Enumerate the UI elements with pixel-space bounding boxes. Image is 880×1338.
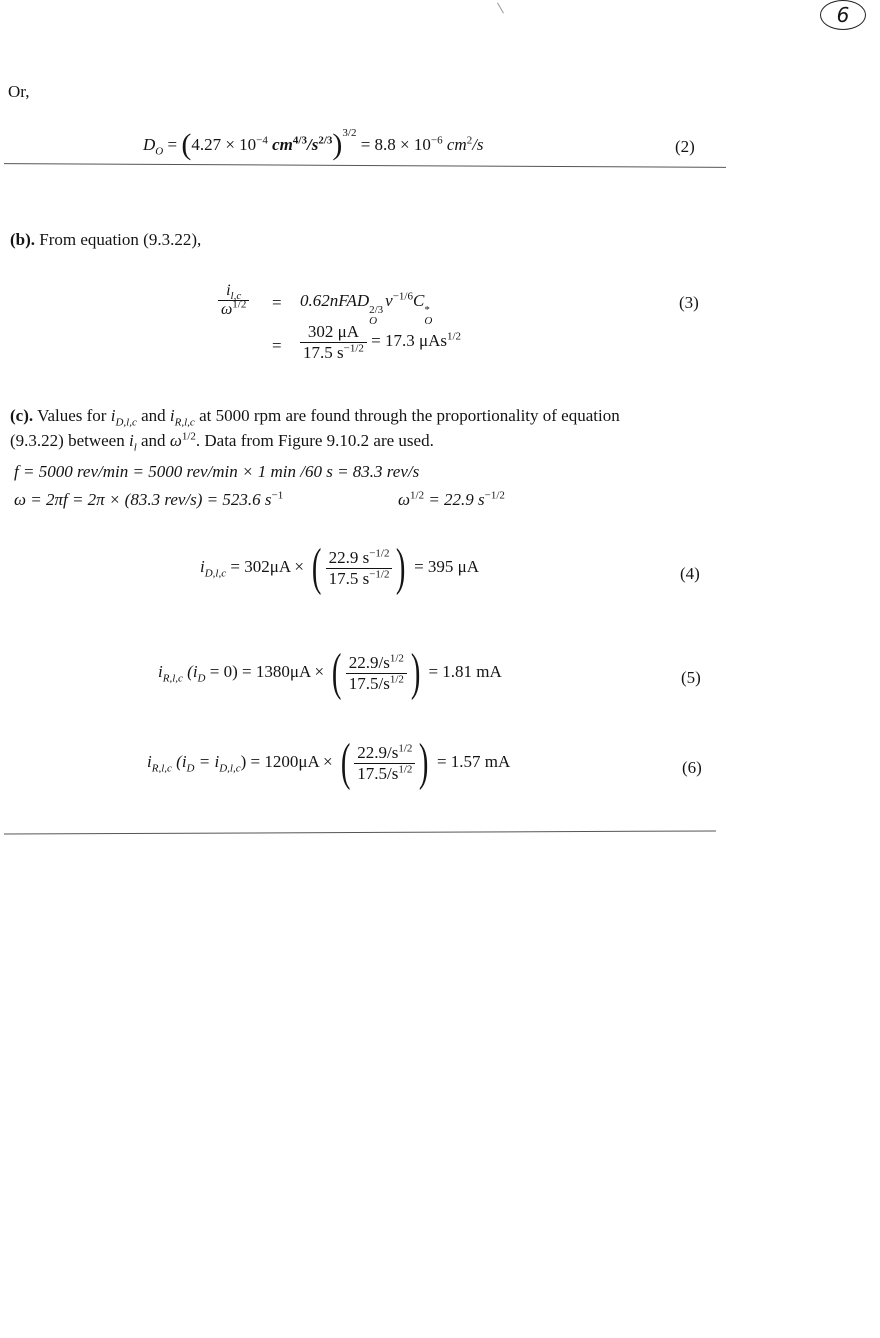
eq6-open-paren: (	[340, 734, 351, 791]
eq4-number: (4)	[680, 564, 700, 583]
eq2-result-exp: −6	[430, 134, 443, 147]
equation-2: $D_O = (4.27 \times 10^{-4}$ $cm^{4/3}/s^{2/3})^{3/2} = 8.8 \times 10^{-6}$ $cm^2/s$	[143, 127, 484, 161]
part-c-line2-b: and	[136, 431, 170, 450]
eq5-cond: (i	[182, 661, 198, 681]
eq3-number: (3)	[679, 293, 699, 312]
omega-expr: ω = 2πf = 2π × (83.3 rev/s) = 523.6 s	[14, 490, 272, 509]
eq5-result: = 1.81 mA	[428, 661, 502, 681]
eq2-outer-exp: 3/2	[342, 127, 357, 139]
divider-2	[4, 830, 716, 834]
eq2-value: 4.27 × 10	[191, 135, 257, 154]
part-c-line1-b: and	[136, 406, 170, 425]
part-c-line-2	[10, 430, 434, 454]
eq5-cond-tail: = 0) = 1380μA ×	[205, 661, 325, 681]
intro-text: Or,	[8, 82, 30, 101]
part-c-var3-sub: l	[133, 441, 137, 454]
eq3-frac-den: ω	[221, 301, 233, 319]
eq2-lhs-sub: O	[155, 145, 164, 158]
part-c-line-1	[10, 406, 620, 429]
omega-exp: −1	[271, 489, 284, 502]
eq3-rhs1-mid: v	[385, 291, 393, 310]
eq2-unit-a-exp: 4/3	[292, 134, 307, 147]
eq5-close-paren: )	[410, 644, 421, 701]
eq3-rhs2-den: 17.5 s	[303, 342, 344, 362]
equation-6	[147, 734, 511, 791]
eq5-open-paren: (	[332, 644, 342, 701]
eq5-num: 22.9/s	[348, 652, 390, 672]
omega-half-val: = 22.9 s	[424, 490, 485, 509]
eq4-open-paren: (	[312, 539, 322, 596]
eq5-number: (5)	[681, 668, 701, 687]
part-c-line2-a: (9.3.22) between	[10, 431, 129, 450]
part-c-label: (c).	[10, 406, 34, 425]
part-b-label: (b).	[10, 230, 36, 249]
part-c-line2-c: . Data from Figure 9.10.2 are used.	[195, 431, 434, 450]
part-c-var2: i	[169, 406, 175, 425]
eq3-rhs2-num: 302 μA	[307, 322, 360, 341]
eq4-mid: = 302μA ×	[226, 556, 305, 576]
eq2-open-paren: (	[181, 128, 192, 161]
eq4-den: 17.5 s	[328, 568, 370, 588]
eq2-unit-b: /s	[306, 135, 319, 154]
divider-1	[4, 163, 726, 168]
stray-mark	[497, 3, 504, 14]
eq2-result-unit-tail: /s	[472, 135, 484, 154]
eq6-cond-mid-sub: D,l,c	[219, 762, 241, 775]
equation-5	[158, 644, 502, 701]
eq4-close-paren: )	[396, 539, 406, 596]
eq4-lhs-sub: D,l,c	[204, 567, 227, 580]
eq4-num: 22.9 s	[328, 547, 370, 567]
eq3-rhs1-end-sup: *	[424, 304, 430, 316]
eq2-unit-a: cm	[272, 135, 293, 154]
part-c-var1: i	[110, 406, 116, 425]
frequency-line: f = 5000 rev/min = 5000 rev/min × 1 min /60 s = 83.3 rev/s	[14, 462, 420, 481]
eq5-den-exp: 1/2	[389, 672, 404, 685]
eq2-unit-b-exp: 2/3	[318, 134, 333, 147]
eq6-cond-sub: D	[186, 762, 195, 775]
eq3-rhs1-end-sub: O	[424, 315, 433, 327]
omega-half-exp: 1/2	[410, 489, 425, 502]
eq6-cond-tail: ) = 1200μA ×	[240, 751, 333, 771]
eq3-equals-2: =	[272, 336, 282, 355]
eq3-rhs2-result-exp: 1/2	[447, 330, 462, 343]
eq3-rhs2-num-wrap	[300, 322, 367, 343]
eq2-number: (2)	[675, 137, 695, 156]
eq3-equals-1: =	[272, 293, 282, 312]
eq6-num: 22.9/s	[357, 742, 399, 762]
omega-half-line	[398, 490, 505, 510]
eq6-den-exp: 1/2	[398, 762, 413, 775]
omega-line	[14, 490, 283, 510]
eq4-lhs: i	[200, 556, 205, 576]
eq3-rhs1-sub: O	[369, 315, 378, 327]
eq6-result: = 1.57 mA	[436, 751, 511, 771]
page-number-text: 6	[836, 3, 850, 27]
eq3-rhs1-end: C	[412, 291, 425, 310]
eq6-number: (6)	[682, 758, 702, 777]
eq2-close-paren: )	[332, 128, 343, 161]
eq4-num-exp: −1/2	[369, 547, 390, 560]
eq2-result-unit: cm	[446, 135, 467, 154]
page-number-mark	[820, 0, 866, 30]
part-c-line1-a: Values for	[37, 406, 111, 425]
part-b-text: From equation (9.3.22),	[39, 230, 202, 249]
eq3-frac-num-sub: l,c	[230, 290, 242, 303]
eq6-num-exp: 1/2	[398, 742, 413, 755]
eq6-close-paren: )	[419, 734, 429, 791]
eq6-lhs-sub: R,l,c	[151, 762, 172, 775]
part-c-var4-exp: 1/2	[181, 430, 196, 443]
part-c-var2-sub: R,l,c	[174, 416, 195, 429]
eq2-result: = 8.8 × 10	[360, 135, 431, 154]
eq5-lhs: i	[158, 661, 163, 681]
eq3-rhs2-result: = 17.3 μAs	[371, 330, 447, 350]
eq5-num-exp: 1/2	[389, 652, 404, 665]
part-c-var4: ω	[169, 431, 182, 450]
eq6-den: 17.5/s	[357, 763, 399, 783]
eq3-frac-num: i	[226, 282, 231, 299]
eq3-rhs2	[300, 322, 461, 362]
part-b-intro	[10, 230, 201, 250]
eq2-value-exp: −4	[256, 134, 268, 147]
equation-4	[200, 539, 480, 596]
eq2-lhs: D	[143, 135, 156, 154]
eq6-lhs: i	[147, 751, 152, 771]
eq5-cond-sub: D	[197, 672, 206, 685]
eq3-rhs1-mid-exp: −1/6	[392, 290, 413, 303]
eq3-rhs2-den-exp: −1/2	[343, 341, 364, 354]
omega-half: ω	[398, 490, 411, 509]
eq3-rhs1-main: 0.62nFAD	[300, 291, 370, 310]
eq5-den: 17.5/s	[348, 673, 390, 693]
eq5-lhs-sub: R,l,c	[162, 672, 183, 685]
eq3-lhs-fraction	[218, 282, 249, 320]
eq6-cond: (i	[171, 751, 187, 771]
part-c-var1-sub: D,l,c	[115, 416, 137, 429]
part-c-line1-c: at 5000 rpm are found through the proportionality of equation	[194, 406, 620, 425]
eq3-frac-den-exp: 1/2	[232, 299, 247, 312]
eq3-rhs1-exp: 2/3	[369, 304, 384, 316]
eq4-result: = 395 μA	[414, 556, 480, 576]
eq4-den-exp: −1/2	[369, 567, 390, 580]
omega-half-val-exp: −1/2	[484, 489, 505, 502]
eq6-cond-mid: = i	[194, 751, 220, 771]
part-c-var3: i	[128, 431, 134, 450]
eq2-result-unit-exp: 2	[466, 134, 473, 147]
